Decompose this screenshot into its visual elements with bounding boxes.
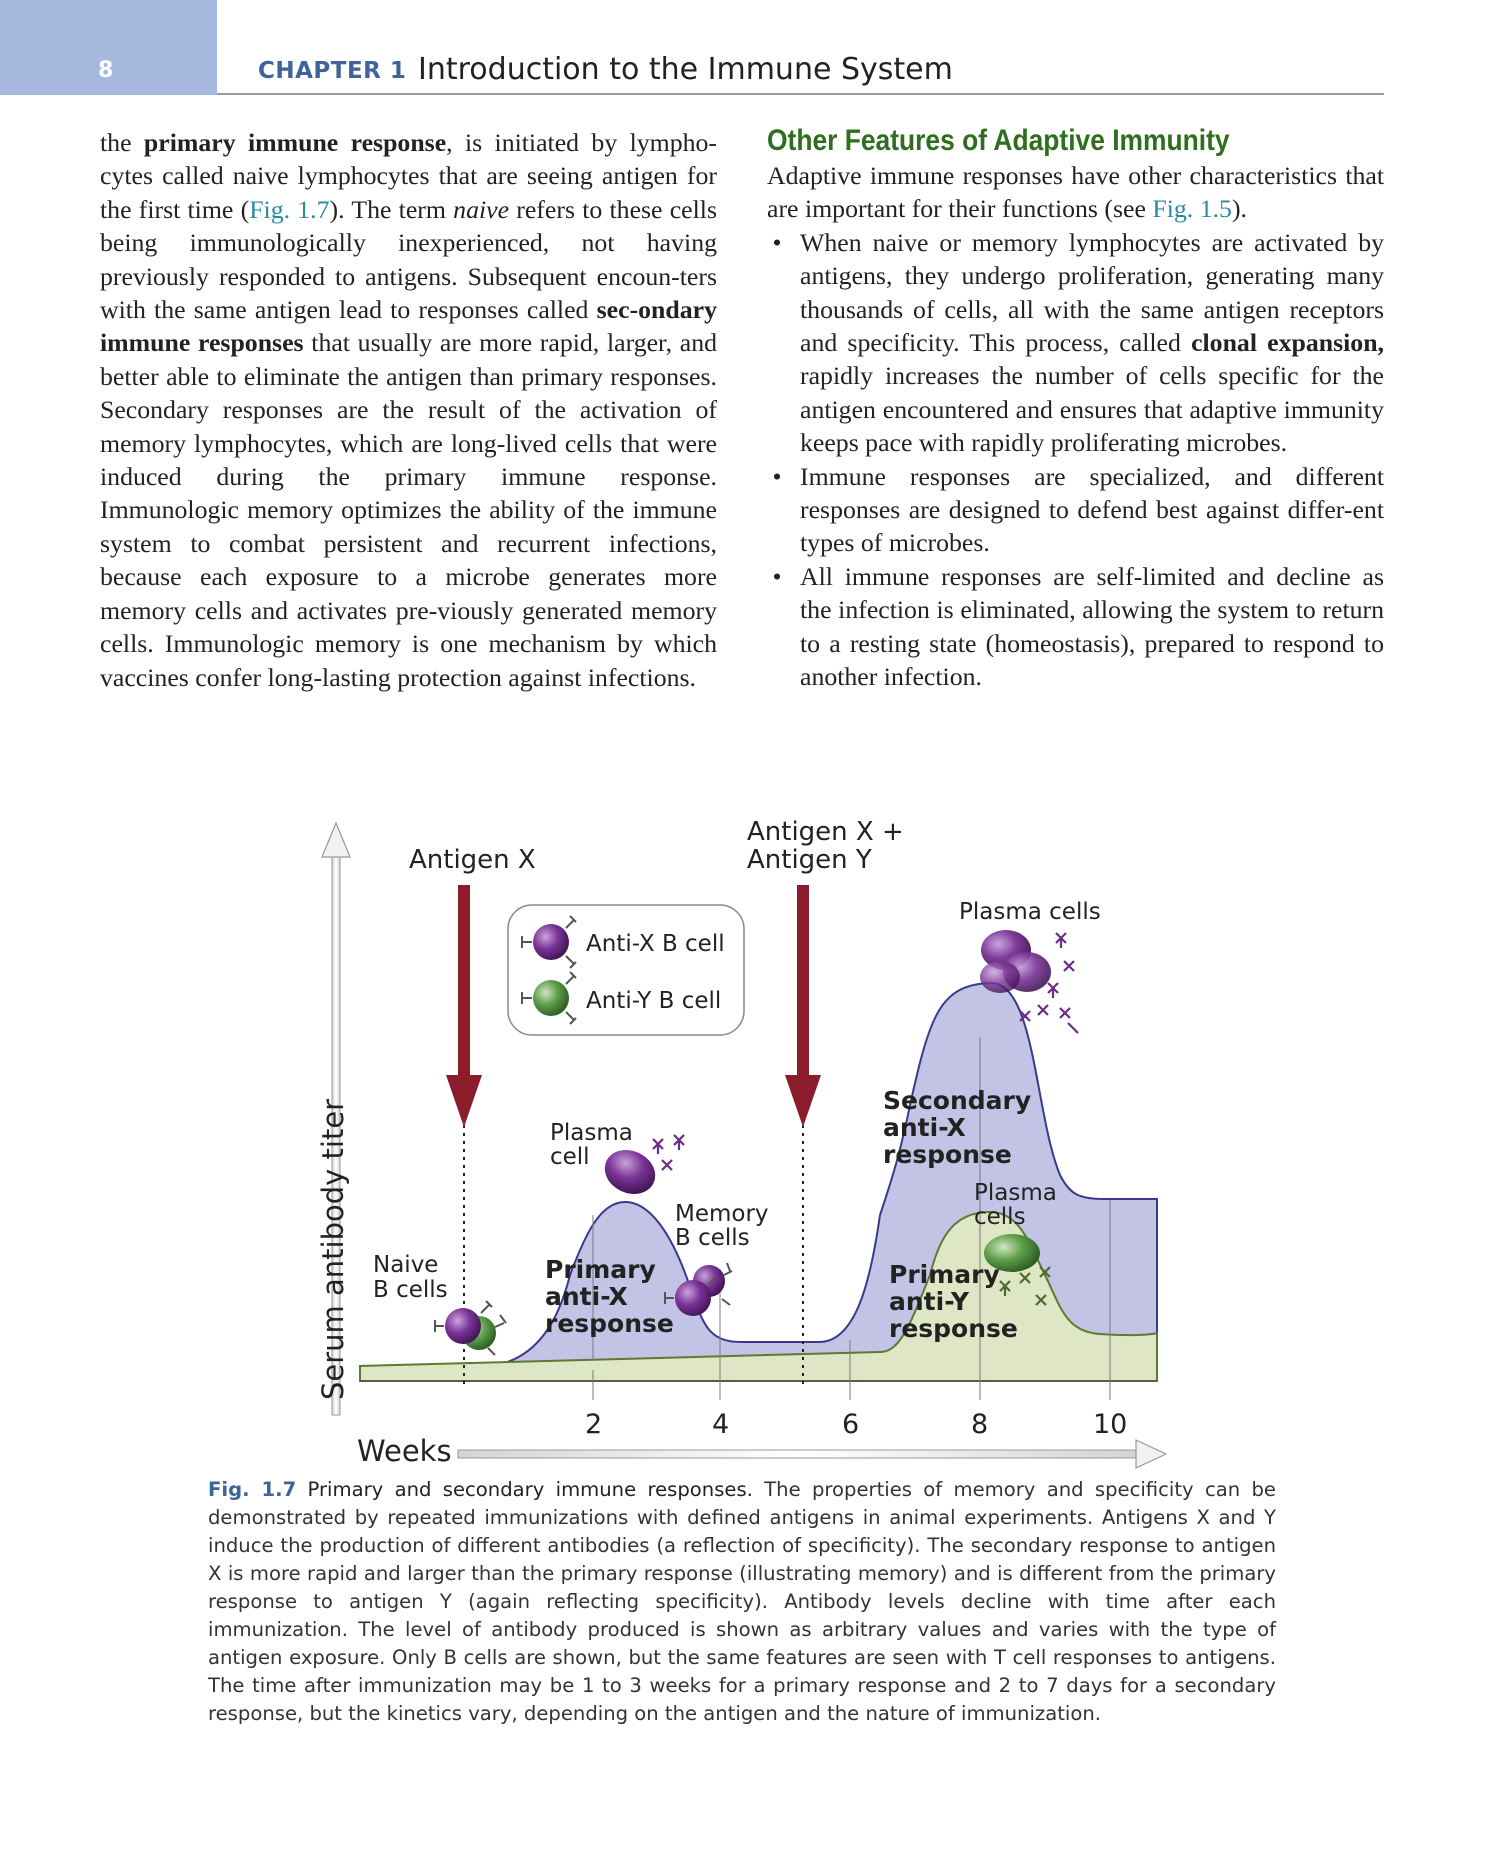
naive-label-line2: B cells [373,1277,448,1303]
antigen-xy-label-line1: Antigen X + [747,817,904,847]
section-heading: Other Features of Adaptive Immunity [767,124,1230,157]
bullet-icon: • [772,461,782,491]
term-clonal-expansion: clonal expansion, [1191,328,1384,358]
paragraph-intro [767,159,1384,226]
text-run: ). [1231,194,1247,224]
figure-link-1-5[interactable]: Fig. 1.5 [1152,194,1232,224]
secondary-x-label-line2: anti-X [883,1113,966,1142]
primary-x-label-line3: response [545,1309,674,1338]
caption-text: The properties of memory and specificity can be demonstrated by repeated immunizations with defined antigens in animal experiments. Antigens X and Y induce the production of different antibodies (a reflection of specificity). The secondary response to antigen X is more rapid and larger than the primary response (illustrating memory) and is different from the primary response to antigen Y (again reflecting specificity). Antibody levels decline with time after each immunization. The level of antibody produced is shown as arbitrary values and varies with the type of antigen exposure. Only B cells are shown, but the same features are seen with T cell responses to antigens. The time after immunization may be 1 to 3 weeks for a primary response and 2 to 7 days for a secondary response, but the kinetics vary, depending on the antigen and the nature of immunization. [208,1478,1276,1725]
text-run: Adaptive immune responses have other characteristics that are important for their functions (see [767,161,1384,224]
text-run: All immune responses are self-limited and decline as the infection is eliminated, allowing the system to return to a resting state (homeostasis), prepared to respond to another infection. [800,561,1384,692]
plasma-cell-label-line1: Plasma [550,1120,633,1146]
secondary-x-label-line1: Secondary [883,1086,1032,1115]
primary-x-label-line1: Primary [545,1255,656,1284]
paragraph-primary-response [100,126,717,694]
x-tick: 2 [585,1409,603,1440]
memory-label-line2: B cells [675,1225,750,1251]
secondary-x-label-line3: response [883,1140,1012,1169]
y-axis-label: Serum antibody titer [316,1098,350,1400]
x-tick: 4 [712,1409,730,1440]
text-run: ). The term [329,194,454,224]
primary-y-label-line2: anti-Y [889,1287,969,1316]
text-run: that usually are more rapid, larger, and better able to eliminate the antigen than primary responses. Secondary responses are the result of the activation of memory lymphocytes, which are long-lived cells that were induced during the primary immune response. Immunologic memory optimizes the ability of the immune system to combat persistent and recurrent infections, because each exposure to a microbe generates more memory cells and activates pre-viously generated memory cells. Immunologic memory is one mechanism by which vaccines confer long-lasting protection against infections. [100,328,717,692]
caption-title: Primary and secondary immune responses. [307,1478,753,1501]
list-item [767,226,1384,460]
feature-list [767,226,1384,694]
text-run: , is initiated by lympho-cytes called naive lymphocytes that are seeing antigen for the first time ( [100,128,717,224]
antigen-x-arrow [446,885,482,1127]
naive-label-line1: Naive [373,1252,439,1278]
figure-immune-response [300,805,1200,1475]
legend-anti-y-label: Anti-Y B cell [586,988,722,1014]
x-tick: 8 [971,1409,989,1440]
bullet-icon: • [772,561,782,591]
text-run: the [100,128,144,157]
header-rule [217,93,1384,95]
primary-y-label-line1: Primary [889,1260,1000,1289]
legend-box [508,905,744,1035]
left-column [100,126,717,694]
x-tick: 6 [842,1409,860,1440]
list-item [767,560,1384,694]
primary-x-label-line2: anti-X [545,1282,628,1311]
antigen-xy-arrow [785,885,821,1127]
chapter-label: CHAPTER 1 [258,58,407,84]
text-run: refers to these cells being immunologically inexperienced, not having previously responded to antigens. Subsequent encoun-ters with the same antigen lead to responses called [100,194,718,325]
figure-diagram [300,805,1200,1475]
memory-label-line1: Memory [675,1201,769,1227]
naive-b-cells-icon [435,1301,506,1355]
plasma-cells-top-label: Plasma cells [959,899,1101,925]
term-primary-immune-response: primary immune response [143,128,447,157]
text-run: rapidly increases the number of cells specific for the antigen encountered and ensures that adaptive immunity keeps pace with rapidly proliferating microbes. [800,361,1384,458]
chapter-title: Introduction to the Immune System [418,52,953,87]
x-tick: 10 [1093,1409,1128,1440]
plasma-cells-y-label-line1: Plasma [974,1180,1057,1206]
primary-y-label-line3: response [889,1314,1018,1343]
text-run: When naive or memory lymphocytes are activated by antigens, they undergo proliferation, generating many thousands of cells, all with the same antigen receptors and specificity. This process, called [800,227,1384,358]
x-axis-label: Weeks [357,1434,452,1468]
figure-link-1-7[interactable]: Fig. 1.7 [249,194,330,224]
x-axis-arrow [458,1440,1166,1468]
antigen-xy-label-line2: Antigen Y [747,845,872,875]
plasma-cells-y-label-line2: cells [974,1204,1026,1230]
antigen-x-label: Antigen X [409,845,536,875]
figure-caption [208,1476,1276,1728]
term-secondary-immune-responses: sec-ondary immune responses [100,295,717,358]
list-item [767,460,1384,560]
page-number: 8 [98,58,114,83]
bullet-icon: • [772,227,782,257]
term-naive: naive [453,194,510,224]
text-run: Immune responses are specialized, and different responses are designed to defend best against differ-ent types of microbes. [800,461,1384,558]
caption-label: Fig. 1.7 [208,1478,297,1501]
legend-anti-x-label: Anti-X B cell [586,931,725,957]
right-column [767,126,1384,694]
plasma-cell-label-line2: cell [550,1144,590,1170]
